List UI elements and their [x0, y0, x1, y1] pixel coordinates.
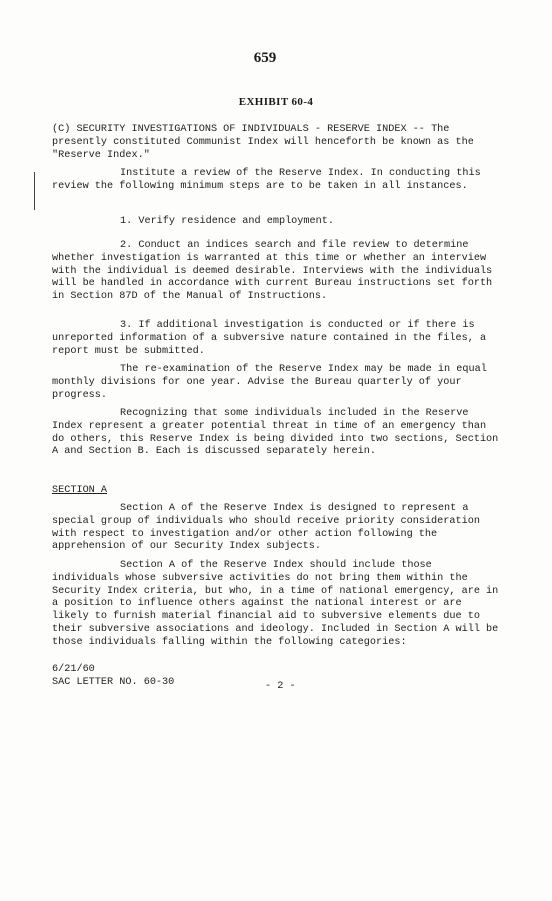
section-title-text: (C) SECURITY INVESTIGATIONS OF INDIVIDUALS - RESERVE INDEX -- [52, 124, 425, 135]
section-title [52, 124, 500, 162]
paragraph-section-a-2 [52, 560, 500, 650]
section-a-heading [52, 485, 500, 498]
paragraph-reexamination [52, 364, 500, 402]
footer-letter: SAC LETTER NO. 60-30 [52, 677, 175, 688]
section-a-heading-text: SECTION A [52, 485, 108, 496]
document-body [52, 124, 500, 162]
paragraph-recognizing-text: Recognizing that some individuals included in the Reserve Index represent a greater potential threat in time of an emergency than do others, this Reserve Index is being divided into two sections, Section A and Section B. Each is discussed separately herein. [52, 408, 499, 458]
paragraph-reexamination-text: The re-examination of the Reserve Index may be made in equal monthly divisions for one year. Advise the Bureau quarterly of your progress. [52, 364, 487, 401]
list-item-2-text: 2. Conduct an indices search and file review to determine whether investigation is warranted at this time or whether an interview with the individual is deemed desirable. Interviews with the individuals will be handled in accordance with current Bureau instructions set forth in Section 87D of the Manual of Instructions. [52, 240, 493, 303]
paragraph-section-a-1-text: Section A of the Reserve Index is designed to represent a special group of individuals who should receive priority consideration with respect to investigation and/or other action following the apprehension of our Security Index subjects. [52, 503, 480, 553]
paragraph-section-a-2-text: Section A of the Reserve Index should include those individuals whose subversive activities do not bring them within the Security Index criteria, but who, in a time of national emergency, are in a position to influence others against the national interest or are likely to furnish material financial aid to subversive elements due to their subversive associations and ideology. Included in Section A will be those individuals falling within the following categories: [52, 560, 499, 648]
page-number: 659 [253, 50, 277, 66]
paragraph-institute-text: Institute a review of the Reserve Index. In conducting this review the following minimum steps are to be taken in all instances. [52, 168, 481, 192]
section-title-continuation: The presently constituted Communist Index will henceforth be known as the "Reserve Index." [52, 124, 474, 161]
footer-date: 6/21/60 [52, 664, 95, 675]
list-item-1 [52, 216, 500, 229]
paragraph-recognizing [52, 408, 500, 459]
list-item-3 [52, 320, 500, 358]
list-item-1-text: 1. Verify residence and employment. [120, 216, 334, 227]
paragraph-section-a-1 [52, 503, 500, 554]
footer [52, 663, 174, 689]
list-item-3-text: 3. If additional investigation is conducted or if there is unreported information of a subversive nature contained in the files, a report must be submitted. [52, 320, 487, 357]
margin-mark [34, 172, 35, 210]
paragraph-institute [52, 168, 500, 194]
footer-page-number: - 2 - [265, 681, 296, 692]
exhibit-heading: EXHIBIT 60-4 [238, 96, 314, 108]
list-item-2 [52, 240, 500, 304]
